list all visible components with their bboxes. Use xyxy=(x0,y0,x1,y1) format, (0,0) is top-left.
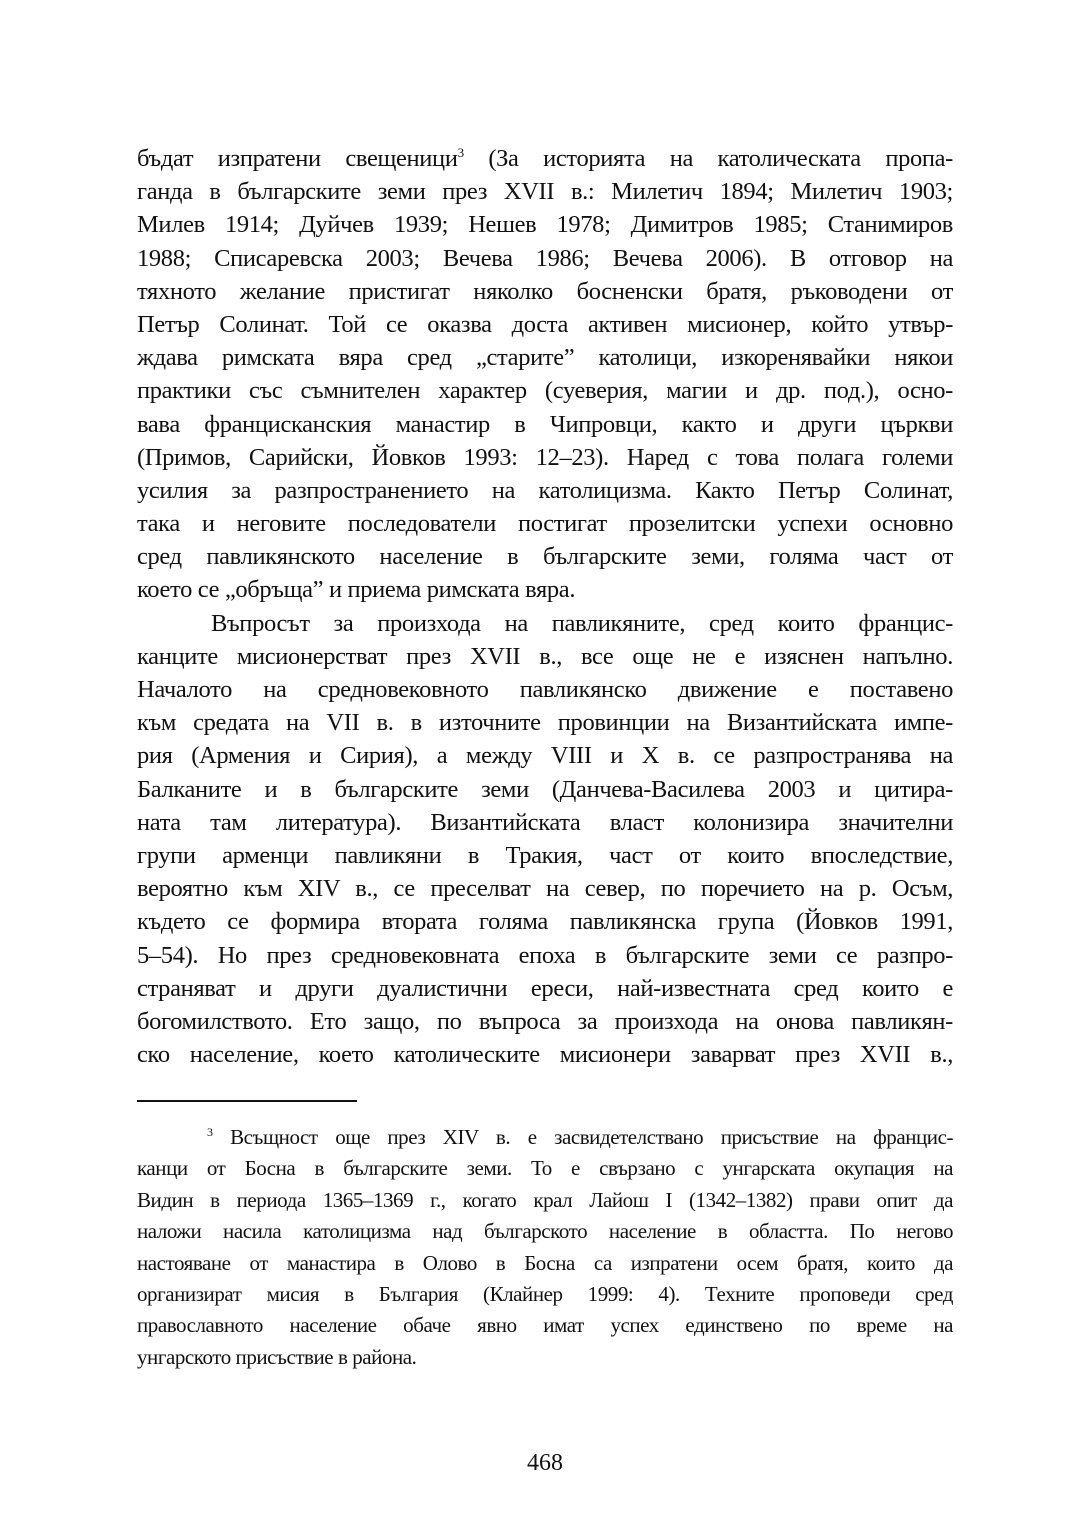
text-line: 1988; Списаревска 2003; Вечева 1986; Вечева 2006). В отговор на xyxy=(137,244,953,272)
text-span: Всъщност още през XIV в. е засвидетелствано присъствие на францис- xyxy=(230,1125,953,1149)
text-line: ско население, което католическите мисионери заварват през XVII в., xyxy=(137,1041,953,1069)
text-line: настояване от манастира в Олово в Босна са изпратени осем братя, които да xyxy=(137,1250,953,1275)
text-line: богомилството. Ето защо, по въпроса за произхода на онова павликян- xyxy=(137,1007,953,1035)
text-line xyxy=(137,142,953,175)
footnote-separator xyxy=(137,1100,357,1102)
text-line: рия (Армения и Сирия), а между VIII и X в. се разпространява на xyxy=(137,742,953,770)
paragraph-2 xyxy=(137,607,953,1072)
paragraph-1 xyxy=(137,142,953,607)
text-line: ждава римската вяра сред „старите” католици, изкоренявайки някои xyxy=(137,344,953,372)
text-line: усилия за разпространението на католицизма. Както Петър Солинат, xyxy=(137,476,953,504)
text-line: Балканите и в българските земи (Данчева-Василева 2003 и цитира- xyxy=(137,775,953,803)
main-text xyxy=(137,142,953,1071)
text-line: ната там литература). Византийската власт колонизира значителни xyxy=(137,808,953,836)
text-line: Петър Солинат. Той се оказва доста активен мисионер, който утвър- xyxy=(137,310,953,338)
text-line: сред павликянското население в българските земи, голяма част от xyxy=(137,543,953,571)
text-line: Началото на средновековното павликянско движение е поставено xyxy=(137,676,953,703)
footnote-reference[interactable]: 3 xyxy=(457,145,464,160)
footnotes xyxy=(137,1122,953,1373)
text-line: практики със съмнителен характер (суеверия, магии и др. под.), осно- xyxy=(137,377,953,405)
page-number: 468 xyxy=(527,1450,563,1476)
text-line: страняват и други дуалистични ереси, най-известната сред които е xyxy=(137,974,953,1002)
text-line: тяхното желание пристигат няколко босненски братя, ръководени от xyxy=(137,277,953,305)
text-line: вероятно към XIV в., се преселват на север, по поречието на р. Осъм, xyxy=(137,875,953,903)
text-line: канци от Босна в българските земи. То е свързано с унгарската окупация на xyxy=(137,1156,953,1181)
text-line: Милев 1914; Дуйчев 1939; Нешев 1978; Димитров 1985; Станимиров xyxy=(137,211,953,239)
text-line: ганда в българските земи през XVII в.: Милетич 1894; Милетич 1903; xyxy=(137,178,953,206)
text-line: канците мисионерстват през XVII в., все още не е изяснен напълно. xyxy=(137,642,953,670)
text-line: православното население обаче явно имат успех единствено по време на xyxy=(137,1313,953,1338)
text-line: групи арменци павликяни в Тракия, част от които впоследствие, xyxy=(137,841,953,869)
text-line: където се формира втората голяма павликянска група (Йовков 1991, xyxy=(137,908,953,936)
text-line: организират мисия в България (Клайнер 1999: 4). Техните проповеди сред xyxy=(137,1281,953,1306)
text-span: бъдат изпратени свещеници xyxy=(137,145,458,172)
text-line: Въпросът за произхода на павликяните, сред които францис- xyxy=(211,609,953,637)
text-line: Видин в периода 1365–1369 г., когато крал Лайош I (1342–1382) прави опит да xyxy=(137,1187,953,1212)
text-line: вава францисканския манастир в Чипровци, както и други църкви xyxy=(137,410,953,438)
text-line: което се „обръща” и приема римската вяра. xyxy=(137,576,576,604)
footnote-number: 3 xyxy=(207,1125,213,1139)
text-line: към средата на VII в. в източните провинции на Византийската импе- xyxy=(137,709,953,737)
text-span: (За историята на католическата пропа- xyxy=(463,145,953,172)
text-line: унгарското присъствие в района. xyxy=(137,1344,417,1369)
text-line: 5–54). Но през средновековната епоха в българските земи се разпро- xyxy=(137,941,953,969)
text-line xyxy=(137,1122,953,1153)
text-line: така и неговите последователи постигат прозелитски успехи основно xyxy=(137,510,953,538)
text-line: наложи насила католицизма над българското население в областта. По негово xyxy=(137,1219,953,1244)
text-line: (Примов, Сарийски, Йовков 1993: 12–23). Наред с това полага големи xyxy=(137,443,953,471)
